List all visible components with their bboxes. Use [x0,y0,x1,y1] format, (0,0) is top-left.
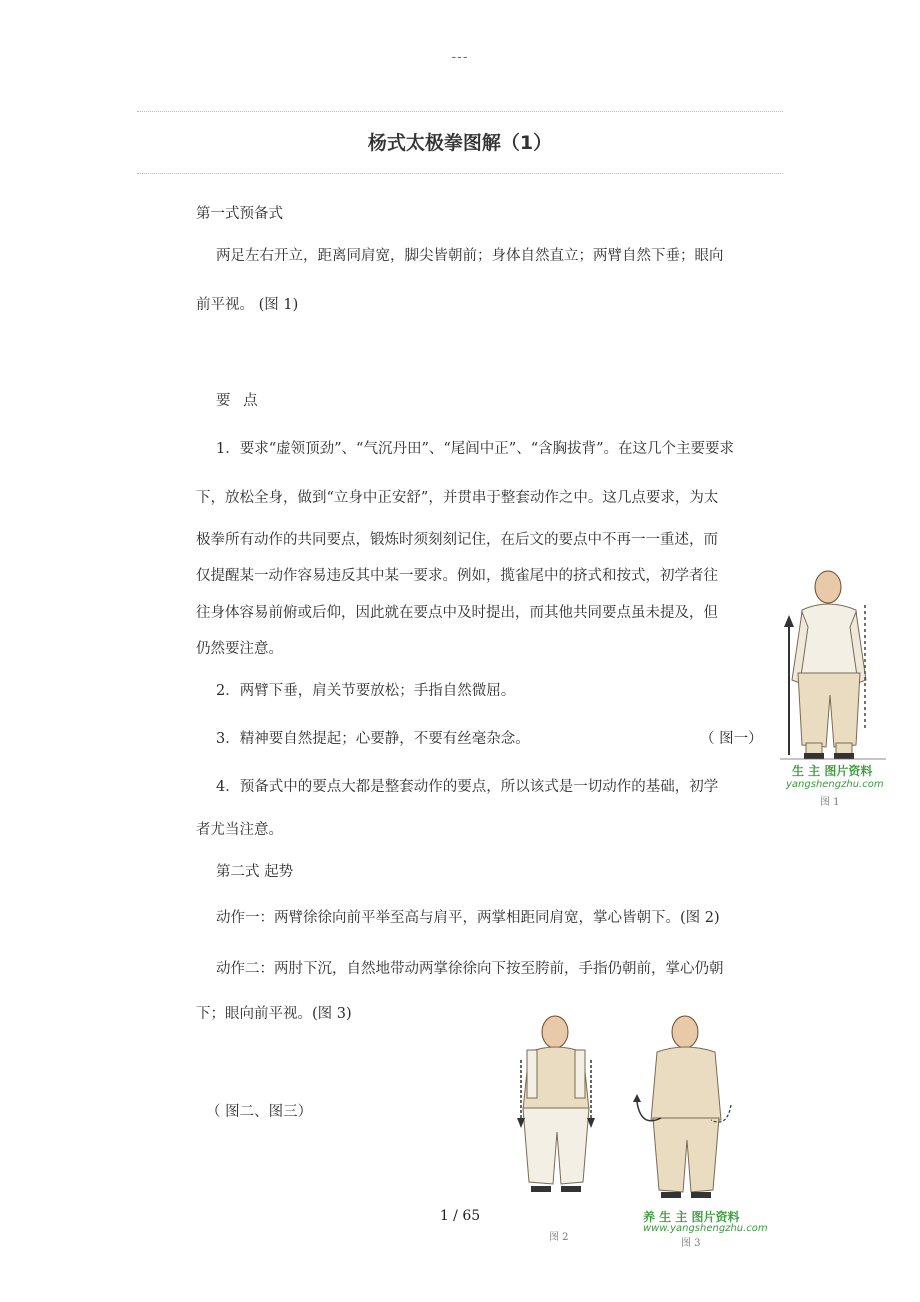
section1-desc-line2: 前平视。 (图 1) [196,297,299,313]
figure-23-caption: （ 图二、图三） [206,1104,313,1120]
keypoint-3: 3．精神要自然提起；心要静，不要有丝毫杂念。 [216,731,530,747]
keypoint-1-line4: 仅提醒某一动作容易违反其中某一要求。例如，揽雀尾中的挤式和按式，初学者往 [196,568,718,584]
keypoint-1-line5: 往身体容易前俯或后仰，因此就在要点中及时提出，而其他共同要点虽未提及，但 [196,605,718,621]
keypoint-1-line2: 下，放松全身，做到“立身中正安舒”，并贯串于整套动作之中。这几点要求，为太 [196,490,719,506]
keypoint-1-line3: 极拳所有动作的共同要点，锻炼时须刻刻记住，在后文的要点中不再一一重述，而 [196,532,718,548]
keypoint-4-line2: 者尤当注意。 [196,822,283,838]
section2-action2-line1: 动作二：两肘下沉，自然地带动两掌徐徐向下按至胯前，手指仍朝前，掌心仍朝 [216,961,724,977]
keypoint-4-line1: 4．预备式中的要点大都是整套动作的要点，所以该式是一切动作的基础，初学 [216,779,719,795]
figure-23-watermark: 养 生 主 图片资料 [643,1210,740,1224]
figure-3-label: 图 3 [681,1238,701,1249]
figure-1-url: yangshengzhu.com [786,779,884,790]
figure-2-label: 图 2 [549,1232,569,1243]
keypoint-2: 2．两臂下垂，肩关节要放松；手指自然微屈。 [216,683,516,699]
title-divider [137,173,783,174]
section1-desc-line1: 两足左右开立，距离同肩宽，脚尖皆朝前；身体自然直立；两臂自然下垂；眼向 [216,248,724,264]
keypoints-heading: 要 点 [216,393,258,409]
figure-1-watermark: 生 主 图片资料 [792,764,873,778]
figure-23-url: www.yangshengzhu.com [643,1223,768,1234]
page-title: 杨式太极拳图解（1） [367,132,553,154]
keypoint-1-line6: 仍然要注意。 [196,641,283,657]
figure-1-caption: （ 图一） [700,731,763,747]
header-mark: --- [451,50,469,65]
section2-action2-line2: 下；眼向前平视。(图 3) [196,1006,352,1022]
page-number: 1 / 65 [439,1208,481,1224]
figure-1-illustration [780,565,886,810]
figure-1-label: 图 1 [820,797,840,808]
top-divider [137,111,783,112]
section1-heading: 第一式预备式 [196,206,283,222]
section2-heading: 第二式 起势 [216,864,294,880]
section2-action1: 动作一：两臂徐徐向前平举至高与肩平，两掌相距同肩宽，掌心皆朝下。(图 2) [216,910,720,926]
keypoint-1-line1: 1．要求“虚领顶劲”、“气沉丹田”、“尾闾中正”、“含胸拔背”。在这几个主要要求 [216,441,735,457]
